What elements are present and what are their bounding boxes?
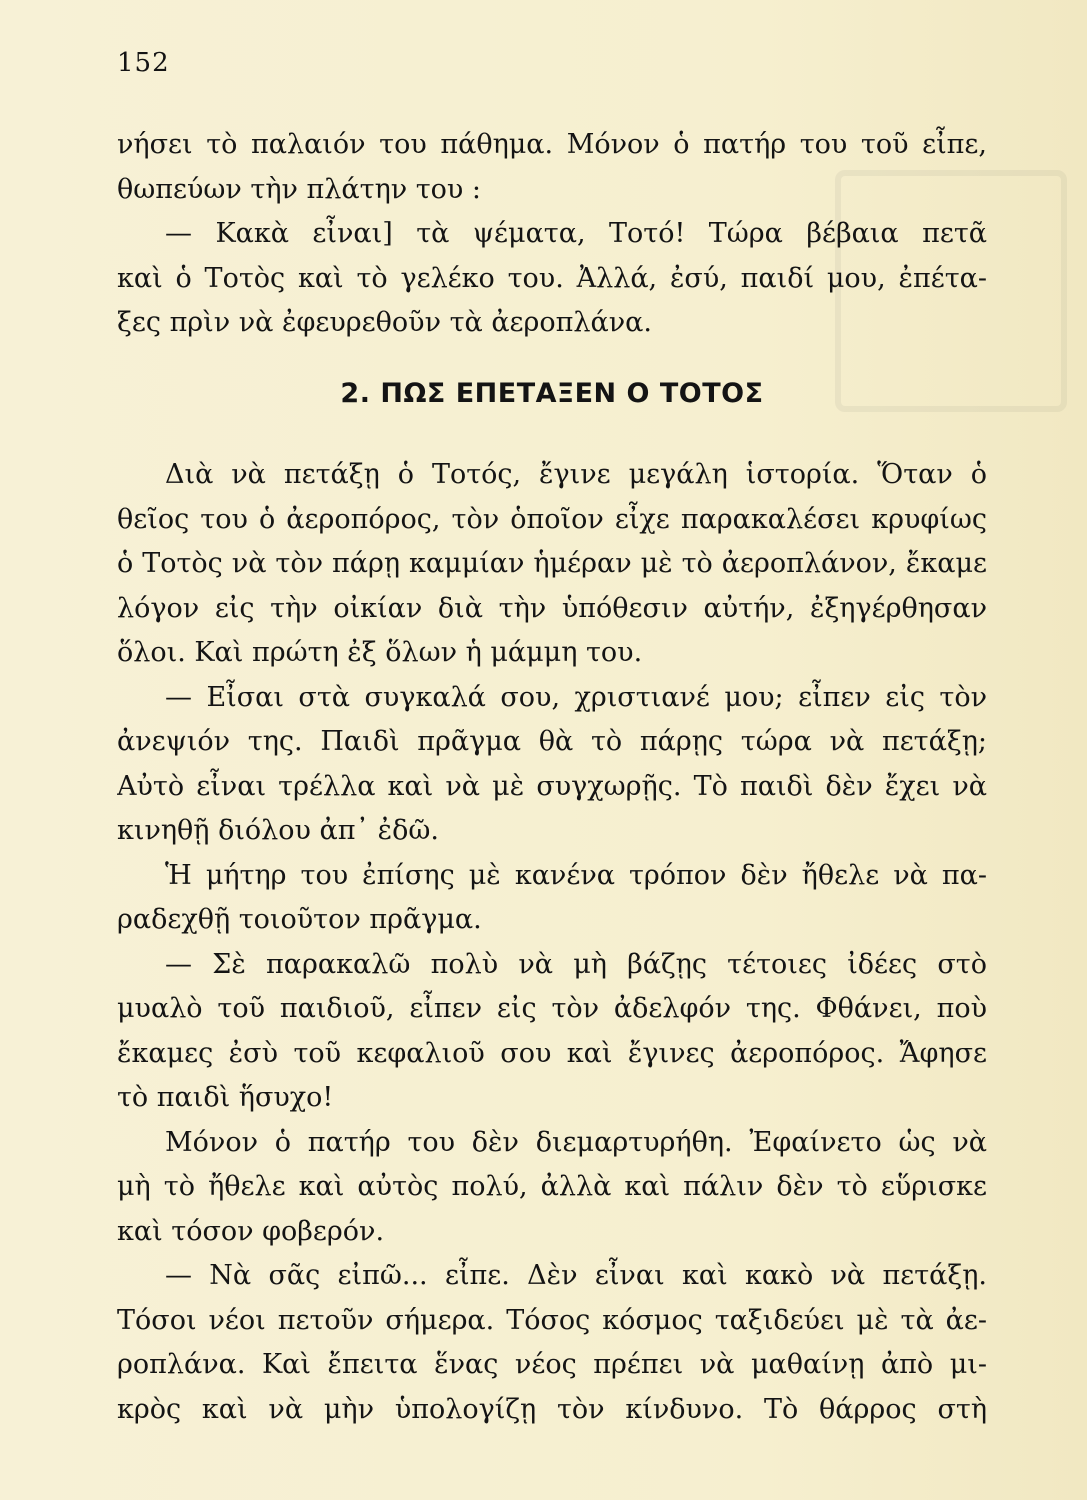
text-line: ροπλάνα. Καὶ ἔπειτα ἕνας νέος πρέπει νὰ μαθαίνῃ ἀπὸ μι-: [117, 1349, 987, 1380]
text-line: θωπεύων τὴν πλάτην του :: [117, 173, 482, 205]
chapter-heading: 2. ΠΩΣ ΕΠΕΤΑΞΕΝ Ο ΤΟΤΟΣ: [340, 378, 764, 409]
text-line: Μόνον ὁ πατήρ του δὲν διεμαρτυρήθη. Ἐφαίνετο ὡς νὰ: [165, 1126, 987, 1158]
text-line: ὁ Τοτὸς νὰ τὸν πάρῃ καμμίαν ἡμέραν μὲ τὸ ἀεροπλάνον, ἔκαμε: [117, 548, 987, 579]
text-line: λόγον εἰς τὴν οἰκίαν διὰ τὴν ὑπόθεσιν αὐτήν, ἐξηγέρθησαν: [117, 592, 987, 624]
text-line: Ἡ μήτηρ του ἐπίσης μὲ κανένα τρόπον δὲν ἤθελε νὰ πα-: [165, 859, 987, 891]
text-line: κινηθῇ διόλου ἀπ᾽ ἐδῶ.: [117, 815, 439, 846]
text-line: ἀνεψιόν της. Παιδὶ πρᾶγμα θὰ τὸ πάρῃς τώρα νὰ πετάξῃ;: [117, 726, 987, 757]
text-line: κρὸς καὶ νὰ μὴν ὑπολογίζῃ τὸν κίνδυνο. Τὸ θάρρος στὴ: [117, 1393, 987, 1425]
page-number: 152: [117, 48, 170, 78]
text-line: Αὐτὸ εἶναι τρέλλα καὶ νὰ μὲ συγχωρῇς. Τὸ παιδὶ δὲν ἔχει νὰ: [117, 770, 987, 802]
text-line: καὶ τόσον φοβερόν.: [117, 1215, 385, 1247]
text-line: — Νὰ σᾶς εἰπῶ... εἶπε. Δὲν εἶναι καὶ κακὸ νὰ πετάξῃ.: [165, 1260, 987, 1291]
text-line: καὶ ὁ Τοτὸς καὶ τὸ γελέκο του. Ἀλλά, ἐσύ, παιδί μου, ἐπέτα-: [117, 262, 987, 294]
text-line: — Εἶσαι στὰ συγκαλά σου, χριστιανέ μου; εἶπεν εἰς τὸν: [165, 681, 987, 713]
paragraph-block-2: [117, 453, 987, 1432]
text-line: ὅλοι. Καὶ πρώτη ἐξ ὅλων ἡ μάμμη του.: [117, 637, 643, 668]
text-line: μυαλὸ τοῦ παιδιοῦ, εἶπεν εἰς τὸν ἀδελφόν της. Φθάνει, ποὺ: [117, 993, 987, 1024]
text-line: Τόσοι νέοι πετοῦν σήμερα. Τόσος κόσμος ταξιδεύει μὲ τὰ ἀε-: [117, 1304, 987, 1336]
text-line: ἔκαμες ἐσὺ τοῦ κεφαλιοῦ σου καὶ ἔγινες ἀεροπόρος. Ἄφησε: [117, 1037, 987, 1069]
text-line: — Σὲ παρακαλῶ πολὺ νὰ μὴ βάζῃς τέτοιες ἰδέες στὸ: [165, 948, 987, 980]
text-line: μὴ τὸ ἤθελε καὶ αὐτὸς πολύ, ἀλλὰ καὶ πάλιν δὲν τὸ εὕρισκε: [117, 1171, 987, 1202]
text-line: — Κακὰ εἶναι] τὰ ψέματα, Τοτό! Τώρα βέβαια πετᾶ: [165, 218, 987, 249]
text-line: ξες πρὶν νὰ ἐφευρεθοῦν τὰ ἀεροπλάνα.: [117, 307, 652, 338]
text-line: νήσει τὸ παλαιόν του πάθημα. Μόνον ὁ πατήρ του τοῦ εἶπε,: [117, 129, 987, 160]
text-line: Διὰ νὰ πετάξῃ ὁ Τοτός, ἔγινε μεγάλη ἱστορία. Ὅταν ὁ: [165, 459, 987, 490]
text-line: θεῖος του ὁ ἀεροπόρος, τὸν ὁποῖον εἶχε παρακαλέσει κρυφίως: [117, 503, 987, 535]
text-line: τὸ παιδὶ ἥσυχο!: [117, 1082, 334, 1113]
text-line: ραδεχθῇ τοιοῦτον πρᾶγμα.: [117, 904, 482, 935]
paragraph-block-1: [117, 123, 987, 346]
